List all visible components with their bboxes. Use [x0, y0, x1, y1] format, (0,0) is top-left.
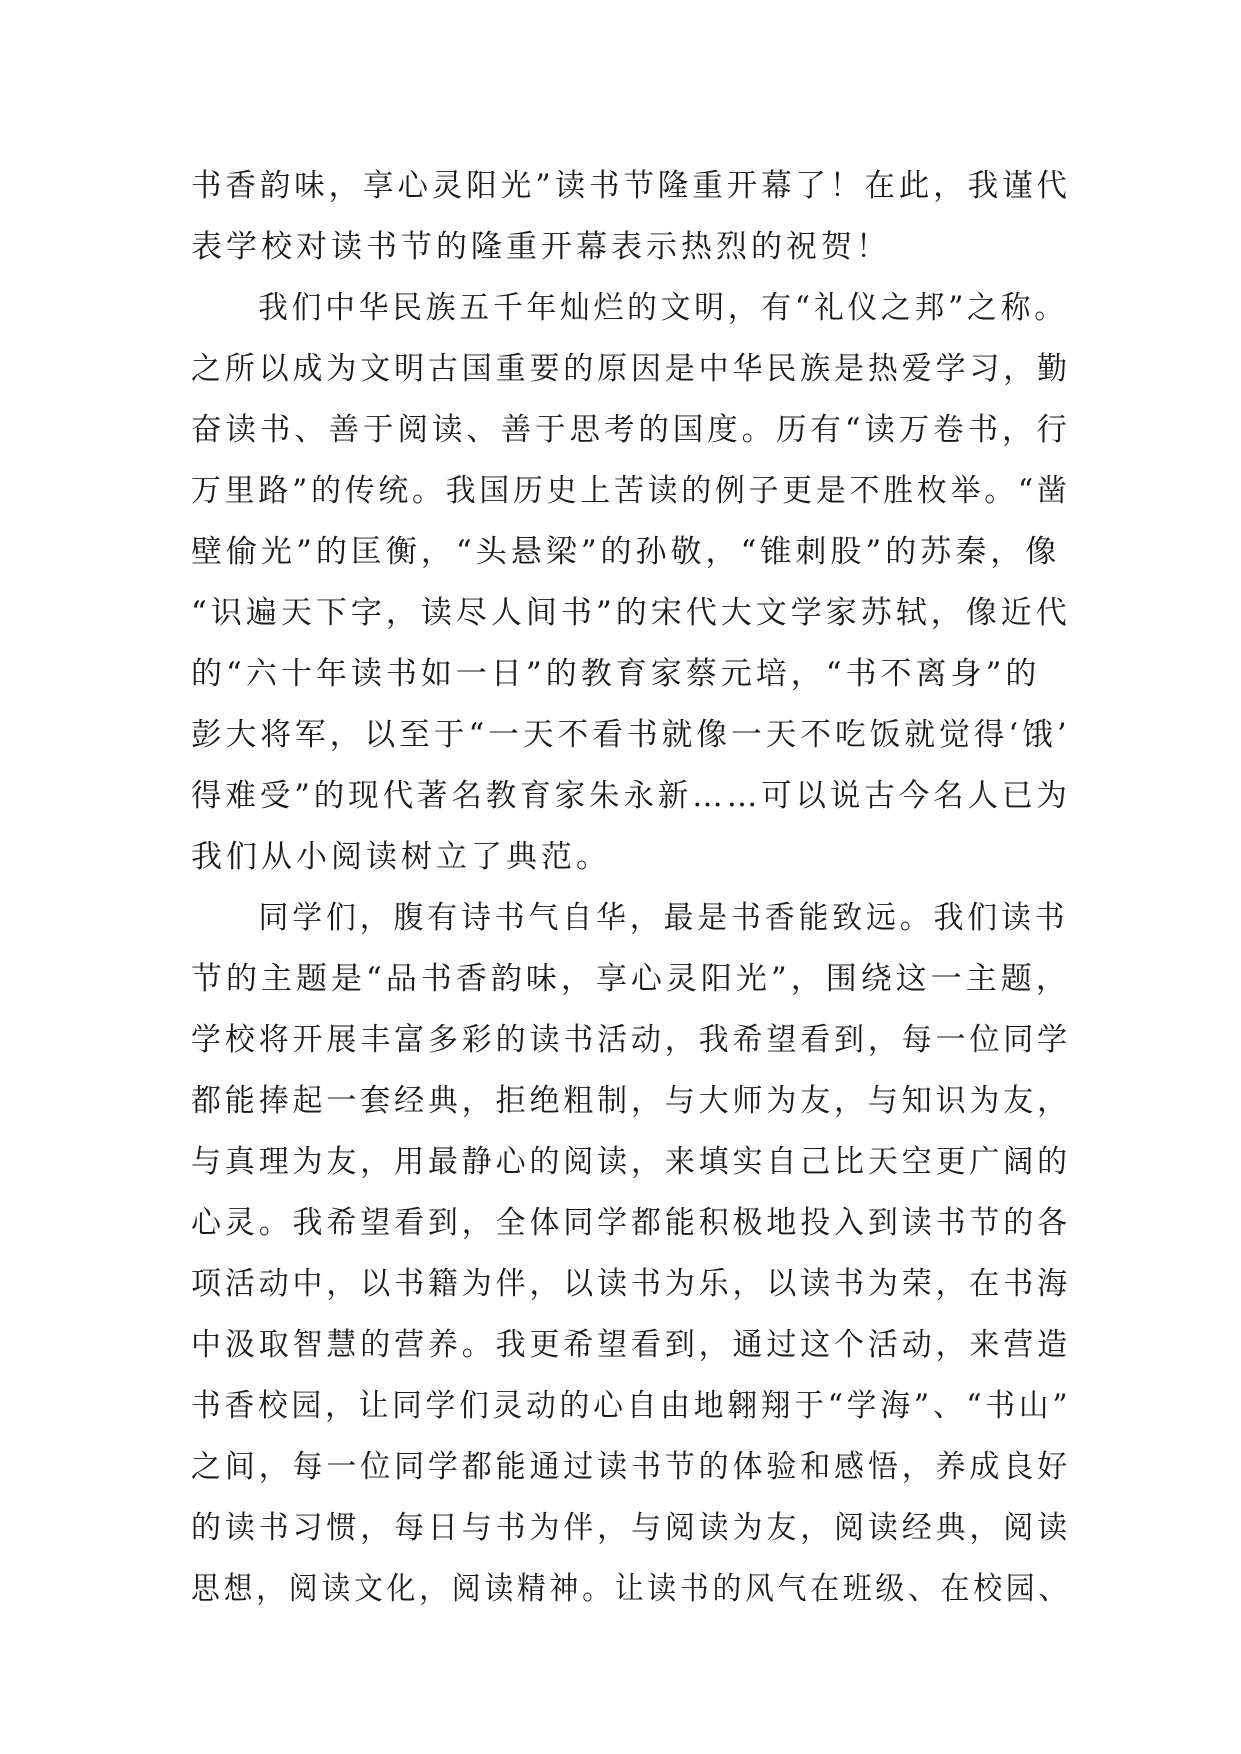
text-line: 都能捧起一套经典，拒绝粗制，与大师为友，与知识为友，	[191, 1083, 1071, 1119]
text-line: 项活动中，以书籍为伴，以读书为乐，以读书为荣，在书海	[191, 1266, 1071, 1302]
text-line: 同学们，腹有诗书气自华，最是书香能致远。我们读书	[258, 900, 1069, 936]
text-line: 书香韵味，享心灵阳光”读书节隆重开幕了！在此，我谨代	[191, 168, 1071, 204]
text-line: 节的主题是“品书香韵味，享心灵阳光”，围绕这一主题，	[191, 961, 1071, 997]
text-line: 思想，阅读文化，阅读精神。让读书的风气在班级、在校园、	[191, 1571, 1071, 1607]
text-line: 之所以成为文明古国重要的原因是中华民族是热爱学习，勤	[191, 351, 1071, 387]
text-line: 得难受”的现代著名教育家朱永新……可以说古今名人已为	[191, 778, 1071, 814]
text-line: 的“六十年读书如一日”的教育家蔡元培，“书不离身”的	[191, 656, 1041, 692]
text-line: 之间，每一位同学都能通过读书节的体验和感悟，养成良好	[191, 1449, 1071, 1485]
text-line: 与真理为友，用最静心的阅读，来填实自己比天空更广阔的	[191, 1144, 1071, 1180]
text-line: 奋读书、善于阅读、善于思考的国度。历有“读万卷书，行	[191, 412, 1071, 448]
text-line: 书香校园，让同学们灵动的心自由地翱翔于“学海”、“书山”	[191, 1388, 1072, 1424]
text-line: 壁偷光”的匡衡，“头悬梁”的孙敬，“锥刺股”的苏秦，像	[191, 534, 1061, 570]
text-line: 中汲取智慧的营养。我更希望看到，通过这个活动，来营造	[191, 1327, 1071, 1363]
text-line: 我们中华民族五千年灿烂的文明，有“礼仪之邦”之称。	[258, 290, 1068, 326]
body-text	[191, 156, 1071, 1620]
text-line: 学校将开展丰富多彩的读书活动，我希望看到，每一位同学	[191, 1022, 1071, 1058]
text-line: “识遍天下字，读尽人间书”的宋代大文学家苏轼，像近代	[191, 595, 1071, 631]
text-line: 心灵。我希望看到，全体同学都能积极地投入到读书节的各	[191, 1205, 1071, 1241]
text-line: 万里路”的传统。我国历史上苦读的例子更是不胜枚举。“凿	[191, 473, 1071, 509]
text-line: 我们从小阅读树立了典范。	[191, 839, 611, 875]
text-line: 彭大将军，以至于“一天不看书就像一天不吃饭就觉得‘饿’	[191, 717, 1071, 753]
text-line: 的读书习惯，每日与书为伴，与阅读为友，阅读经典，阅读	[191, 1510, 1071, 1546]
text-line: 表学校对读书节的隆重开幕表示热烈的祝贺！	[191, 229, 891, 265]
